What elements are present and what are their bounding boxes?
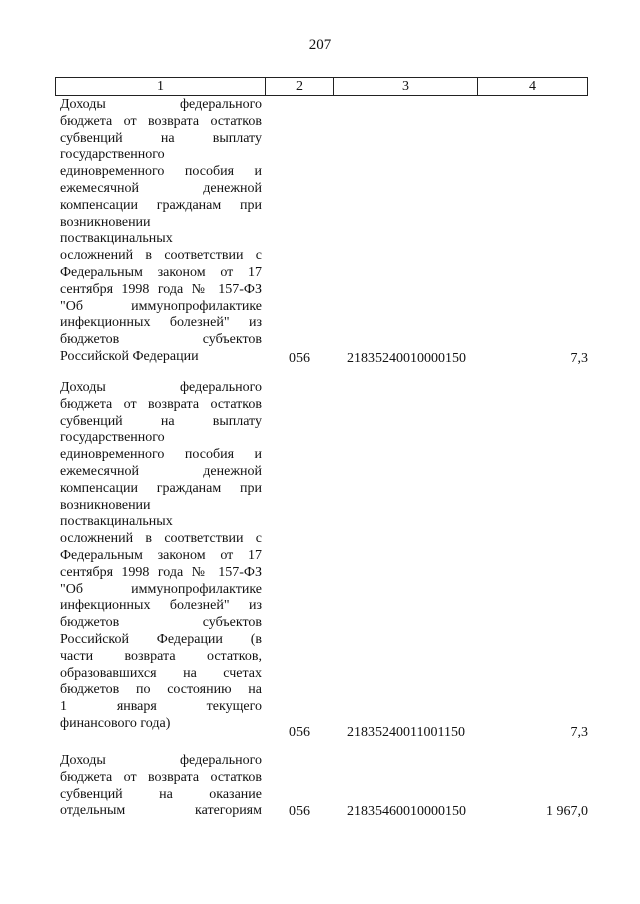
description-line: части возврата остатков, [60,648,262,664]
row-code: 056 [289,725,310,740]
row-kbk: 21835240011001150 [347,725,465,740]
description-line: Доходы федерального [60,97,262,112]
description-line: инфекционных болезней" из [60,315,262,331]
row-description [60,380,262,733]
row-kbk: 21835460010000150 [347,804,466,819]
description-line: государственного [60,147,165,163]
page-number: 207 [308,37,332,53]
description-line: Российской Федерации (в [60,631,262,647]
description-line: бюджета от возврата остатков [60,113,262,129]
row-description [60,97,262,366]
description-line: "Об иммунопрофилактике [60,298,262,314]
description-line: Доходы федерального [60,753,262,768]
column-header-4: 4 [529,79,536,94]
description-line: ежемесячной денежной [60,180,262,196]
description-line: поствакцинальных [60,514,173,530]
description-line: единовременного пособия и [60,447,262,463]
description-line: поствакцинальных [60,231,173,247]
description-line: отдельным категориям [60,803,262,819]
description-line: осложнений в соответствии с [60,531,262,547]
description-line: инфекционных болезней" из [60,598,262,614]
description-line: бюджета от возврата остатков [60,396,262,412]
description-line: сентября 1998 года № 157-ФЗ [60,564,262,580]
description-line: образовавшихся на счетах [60,665,262,681]
description-line: компенсации гражданам при [60,197,262,213]
description-line: Доходы федерального [60,380,262,395]
description-line: бюджетов по состоянию на [60,682,262,698]
table-header [55,77,588,96]
description-line: возникновении [60,214,151,230]
description-line: осложнений в соответствии с [60,248,262,264]
table-row [60,753,590,825]
table-row [60,380,590,740]
description-line: бюджета от возврата остатков [60,769,262,785]
description-line: Федеральным законом от 17 [60,264,262,280]
description-line: бюджетов субъектов [60,615,262,631]
description-line: компенсации гражданам при [60,480,262,496]
row-code: 056 [289,351,310,366]
row-kbk: 21835240010000150 [347,351,466,366]
description-line: "Об иммунопрофилактике [60,581,262,597]
description-line: субвенций на выплату [60,413,262,429]
column-header-3: 3 [334,78,478,95]
description-line: Российской Федерации [60,348,199,364]
description-line: субвенций на выплату [60,130,262,146]
column-header-2: 2 [266,78,334,95]
table-row [60,97,590,372]
description-line: возникновении [60,497,151,513]
description-line: бюджетов субъектов [60,332,262,348]
description-line: сентября 1998 года № 157-ФЗ [60,281,262,297]
description-line: Федеральным законом от 17 [60,547,262,563]
description-line: субвенций на оказание [60,786,262,802]
row-amount: 7,3 [570,351,588,366]
row-amount: 7,3 [570,725,588,740]
description-line: ежемесячной денежной [60,463,262,479]
column-header-1: 1 [56,78,266,95]
description-line: финансового года) [60,715,171,731]
description-line: 1 января текущего [60,699,262,715]
row-amount: 1 967,0 [546,804,588,819]
row-code: 056 [289,804,310,819]
row-description [60,753,262,820]
description-line: государственного [60,430,165,446]
description-line: единовременного пособия и [60,164,262,180]
